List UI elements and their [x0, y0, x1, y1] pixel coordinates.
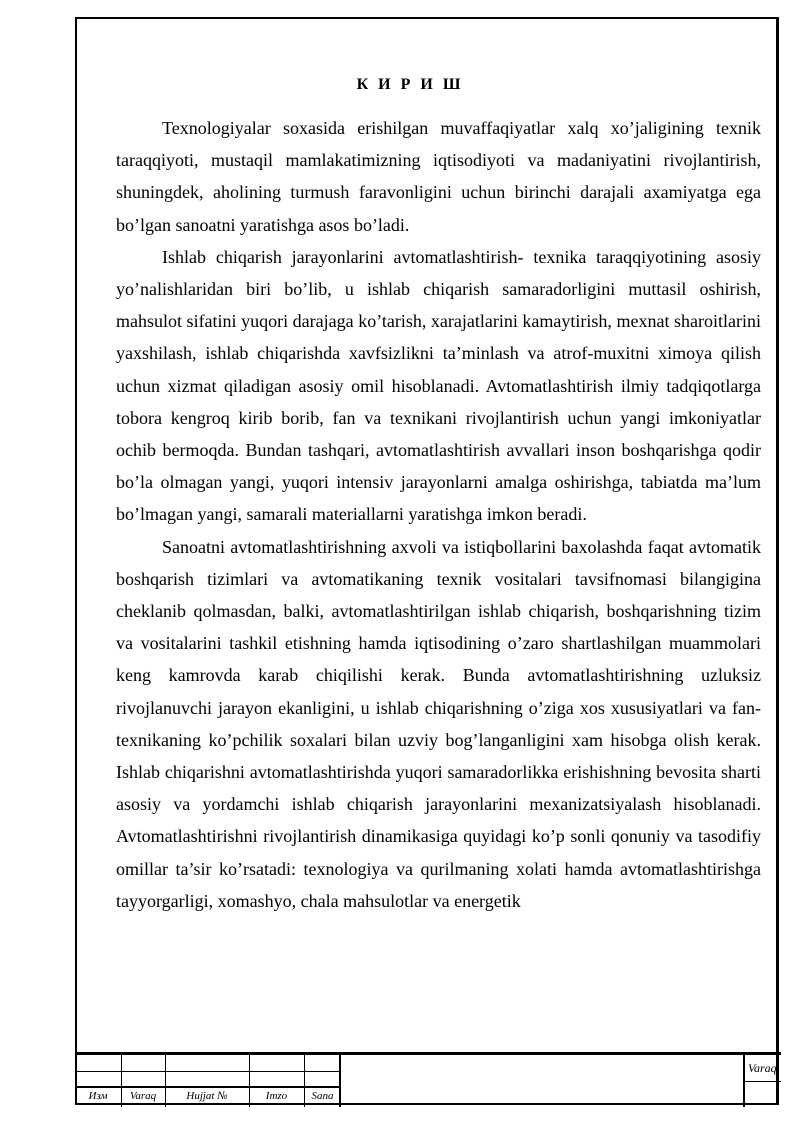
page-number-label: Varaq — [748, 1061, 777, 1075]
page-title: К И Р И Ш — [356, 76, 464, 93]
stamp-label-imzo: Imzo — [265, 1090, 288, 1102]
title-block-stamp — [75, 1052, 781, 1107]
stamp-label-hujjat: Hujjat № — [186, 1090, 228, 1102]
stamp-row-line — [75, 1071, 341, 1072]
paragraph-1: Texnologiyalar soxasida erishilgan muvaffaqiyatlar xalq xo’jaligining texnik taraqqiyoti, mustaqil mamlakatimizning iqtisodiyoti va madaniyatini rivojlantirish, shuningdek, aholining turmush faravonligini uchun birinchi darajali axamiyatga ega bo’lgan sanoatni yaratishga asos bo’ladi. — [116, 118, 761, 235]
stamp-row-line — [75, 1086, 341, 1088]
stamp-label-sana: Sana — [311, 1090, 334, 1102]
page-number-divider — [745, 1081, 781, 1082]
stamp-label-izm: Изм — [88, 1090, 108, 1102]
stamp-grid — [75, 1055, 341, 1107]
stamp-label-varaq: Varaq — [129, 1090, 157, 1102]
paragraph-2: Ishlab chiqarish jarayonlarini avtomatlashtirish- texnika taraqqiyotining asosiy yo’nalishlaridan biri bo’lib, u ishlab chiqarish samaradorligini muttasil oshirish, mahsulot sifatini yuqori darajaga ko’tarish, xarajatlarini kamaytirish, mexnat sharoitlarini yaxshilash, ishlab chiqarishda xavfsizlikni ta’minlash va atrof-muxitni ximoya qilish uchun xizmat qiladigan asosiy omil hisoblanadi. Avtomatlashtirish ilmiy tadqiqotlarga tobora kengroq kirib borib, fan va texnikani rivojlantirish uchun yangi imkoniyatlar ochib bermoqda. Bundan tashqari, avtomatlashtirish avvallari inson boshqarishga qodir bo’la olmagan yangi, yuqori intensiv jarayonlarni amalga oshirishga, tabiatda ma’lum bo’lmagan yangi, samarali materiallarni yaratishga imkon beradi. — [116, 246, 761, 525]
page-number-box — [743, 1055, 781, 1107]
document-body — [116, 112, 761, 917]
paragraph-3: Sanoatni avtomatlashtirishning axvoli va istiqbollarini baxolashda faqat avtomatik boshqarish tizimlari va avtomatikaning texnik vositalari tavsifnomasi bilangigina cheklanib qolmasdan, balki, avtomatlashtirilgan ishlab chiqarish, boshqarishning tizim va vositalarini tashkil etishning hamda iqtisodining o’zaro shartlashilgan muammolari keng kamrovda karab chiqilishi kerak. Bunda avtomatlashtirishning uzluksiz rivojlanuvchi jarayon ekanligini, u ishlab chiqarishning o’ziga xos xususiyatlari va fan-texnikaning ko’pchilik soxalari bilan uzviy bog’langanligini xam hisobga olish kerak. Ishlab chiqarishni avtomatlashtirishda yuqori samaradorlikka erishishning bevosita sharti asosiy va yordamchi ishlab chiqarish jarayonlarini mexanizatsiyalash hisoblanadi. Avtomatlashtirishni rivojlantirish dinamikasiga quyidagi ko’p sonli qonuniy va tasodifiy omillar ta’sir ko’rsatadi: texnologiya va qurilmaning xolati hamda avtomatlashtirishga tayyorgarligi, xomashyo, chala mahsulotlar va energetik — [116, 536, 761, 911]
